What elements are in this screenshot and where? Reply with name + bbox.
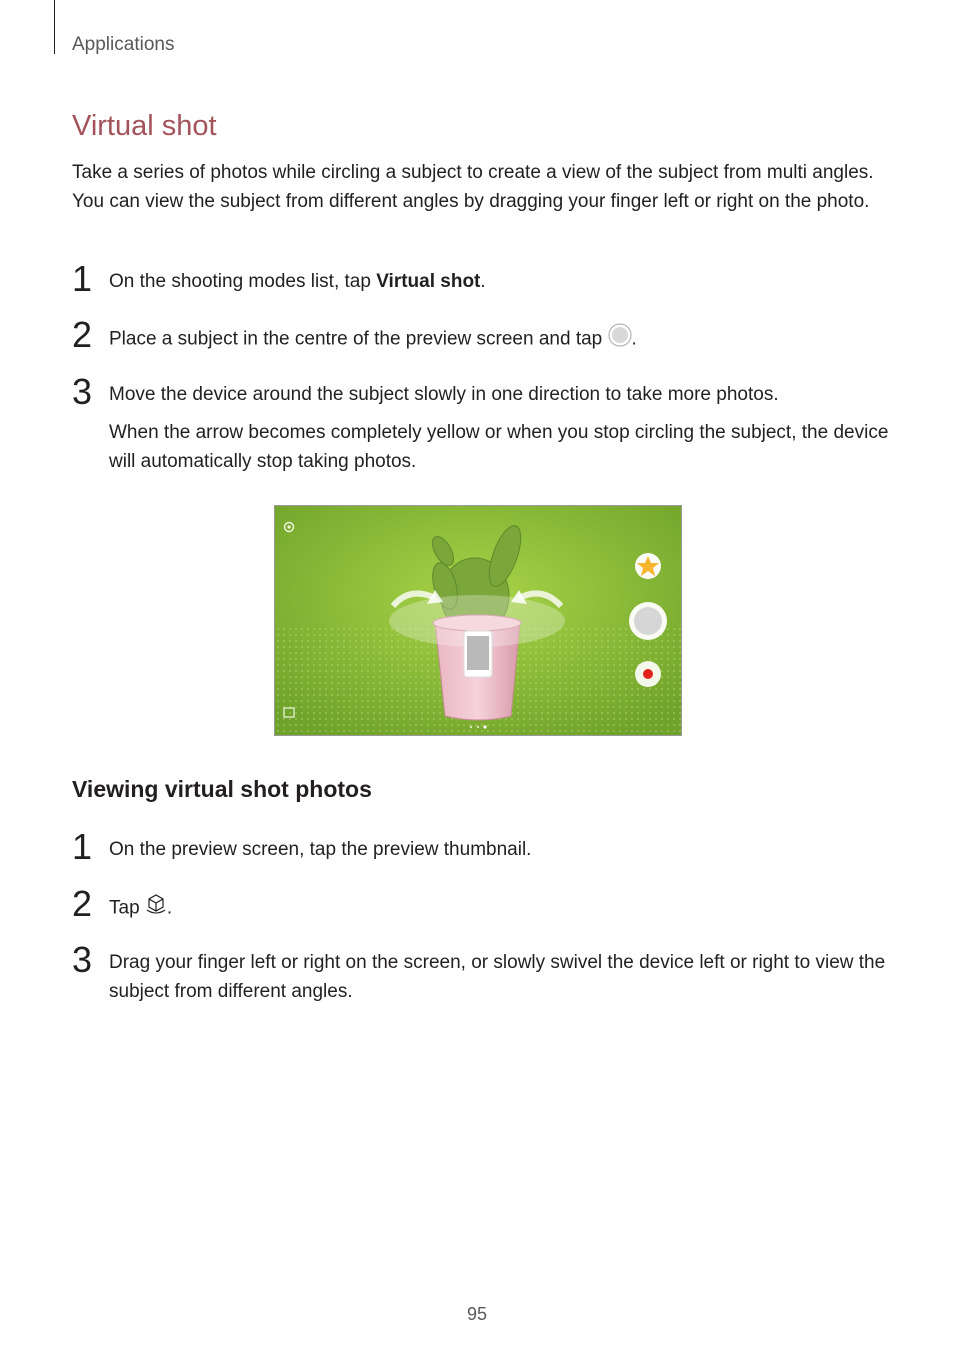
step-number: 2	[72, 883, 93, 924]
step-text-before: On the shooting modes list, tap	[109, 271, 377, 292]
step-text-after: .	[480, 271, 486, 292]
step-text	[109, 892, 899, 925]
step-number: 3	[72, 939, 93, 980]
subsection-title: Viewing virtual shot photos	[72, 776, 372, 802]
step-text: Drag your finger left or right on the screen, or slowly swivel the device left or right to view the subject from different angles.	[109, 952, 886, 1002]
step-number: 2	[72, 314, 93, 355]
step-text-before: Tap	[109, 897, 145, 919]
virtual-shot-label: Virtual shot	[376, 271, 481, 292]
page-title: Virtual shot	[72, 110, 217, 142]
step-number: 1	[72, 258, 93, 299]
step-text	[109, 323, 899, 356]
capture-button-icon	[608, 323, 632, 356]
page-number: 95	[466, 1304, 488, 1324]
step-text: On the preview screen, tap the preview thumbnail.	[109, 839, 532, 860]
step-text	[109, 267, 899, 296]
capture-button-icon[interactable]	[629, 602, 667, 640]
step-number: 1	[72, 826, 93, 867]
virtual-shot-view-icon	[145, 892, 167, 925]
step-number: 3	[72, 371, 93, 412]
step-text: Move the device around the subject slowly in one direction to take more photos.	[109, 384, 779, 405]
step-text-after: .	[631, 328, 637, 350]
intro-paragraph: Take a series of photos while circling a subject to create a view of the subject from multi angles. You can view the subject from different angles by dragging your finger left or right on the photo.	[72, 162, 874, 212]
page-edge-line	[54, 0, 55, 54]
step-3-note: When the arrow becomes completely yellow or when you stop circling the subject, the device will automatically stop taking photos.	[109, 422, 889, 472]
virtual-shot-preview-screenshot	[274, 505, 682, 736]
step-text-after: .	[166, 897, 173, 919]
star-effect-icon[interactable]	[635, 553, 661, 579]
section-header: Applications	[72, 34, 175, 55]
step-text-before: Place a subject in the centre of the preview screen and tap	[109, 328, 608, 350]
record-icon[interactable]	[635, 661, 661, 687]
